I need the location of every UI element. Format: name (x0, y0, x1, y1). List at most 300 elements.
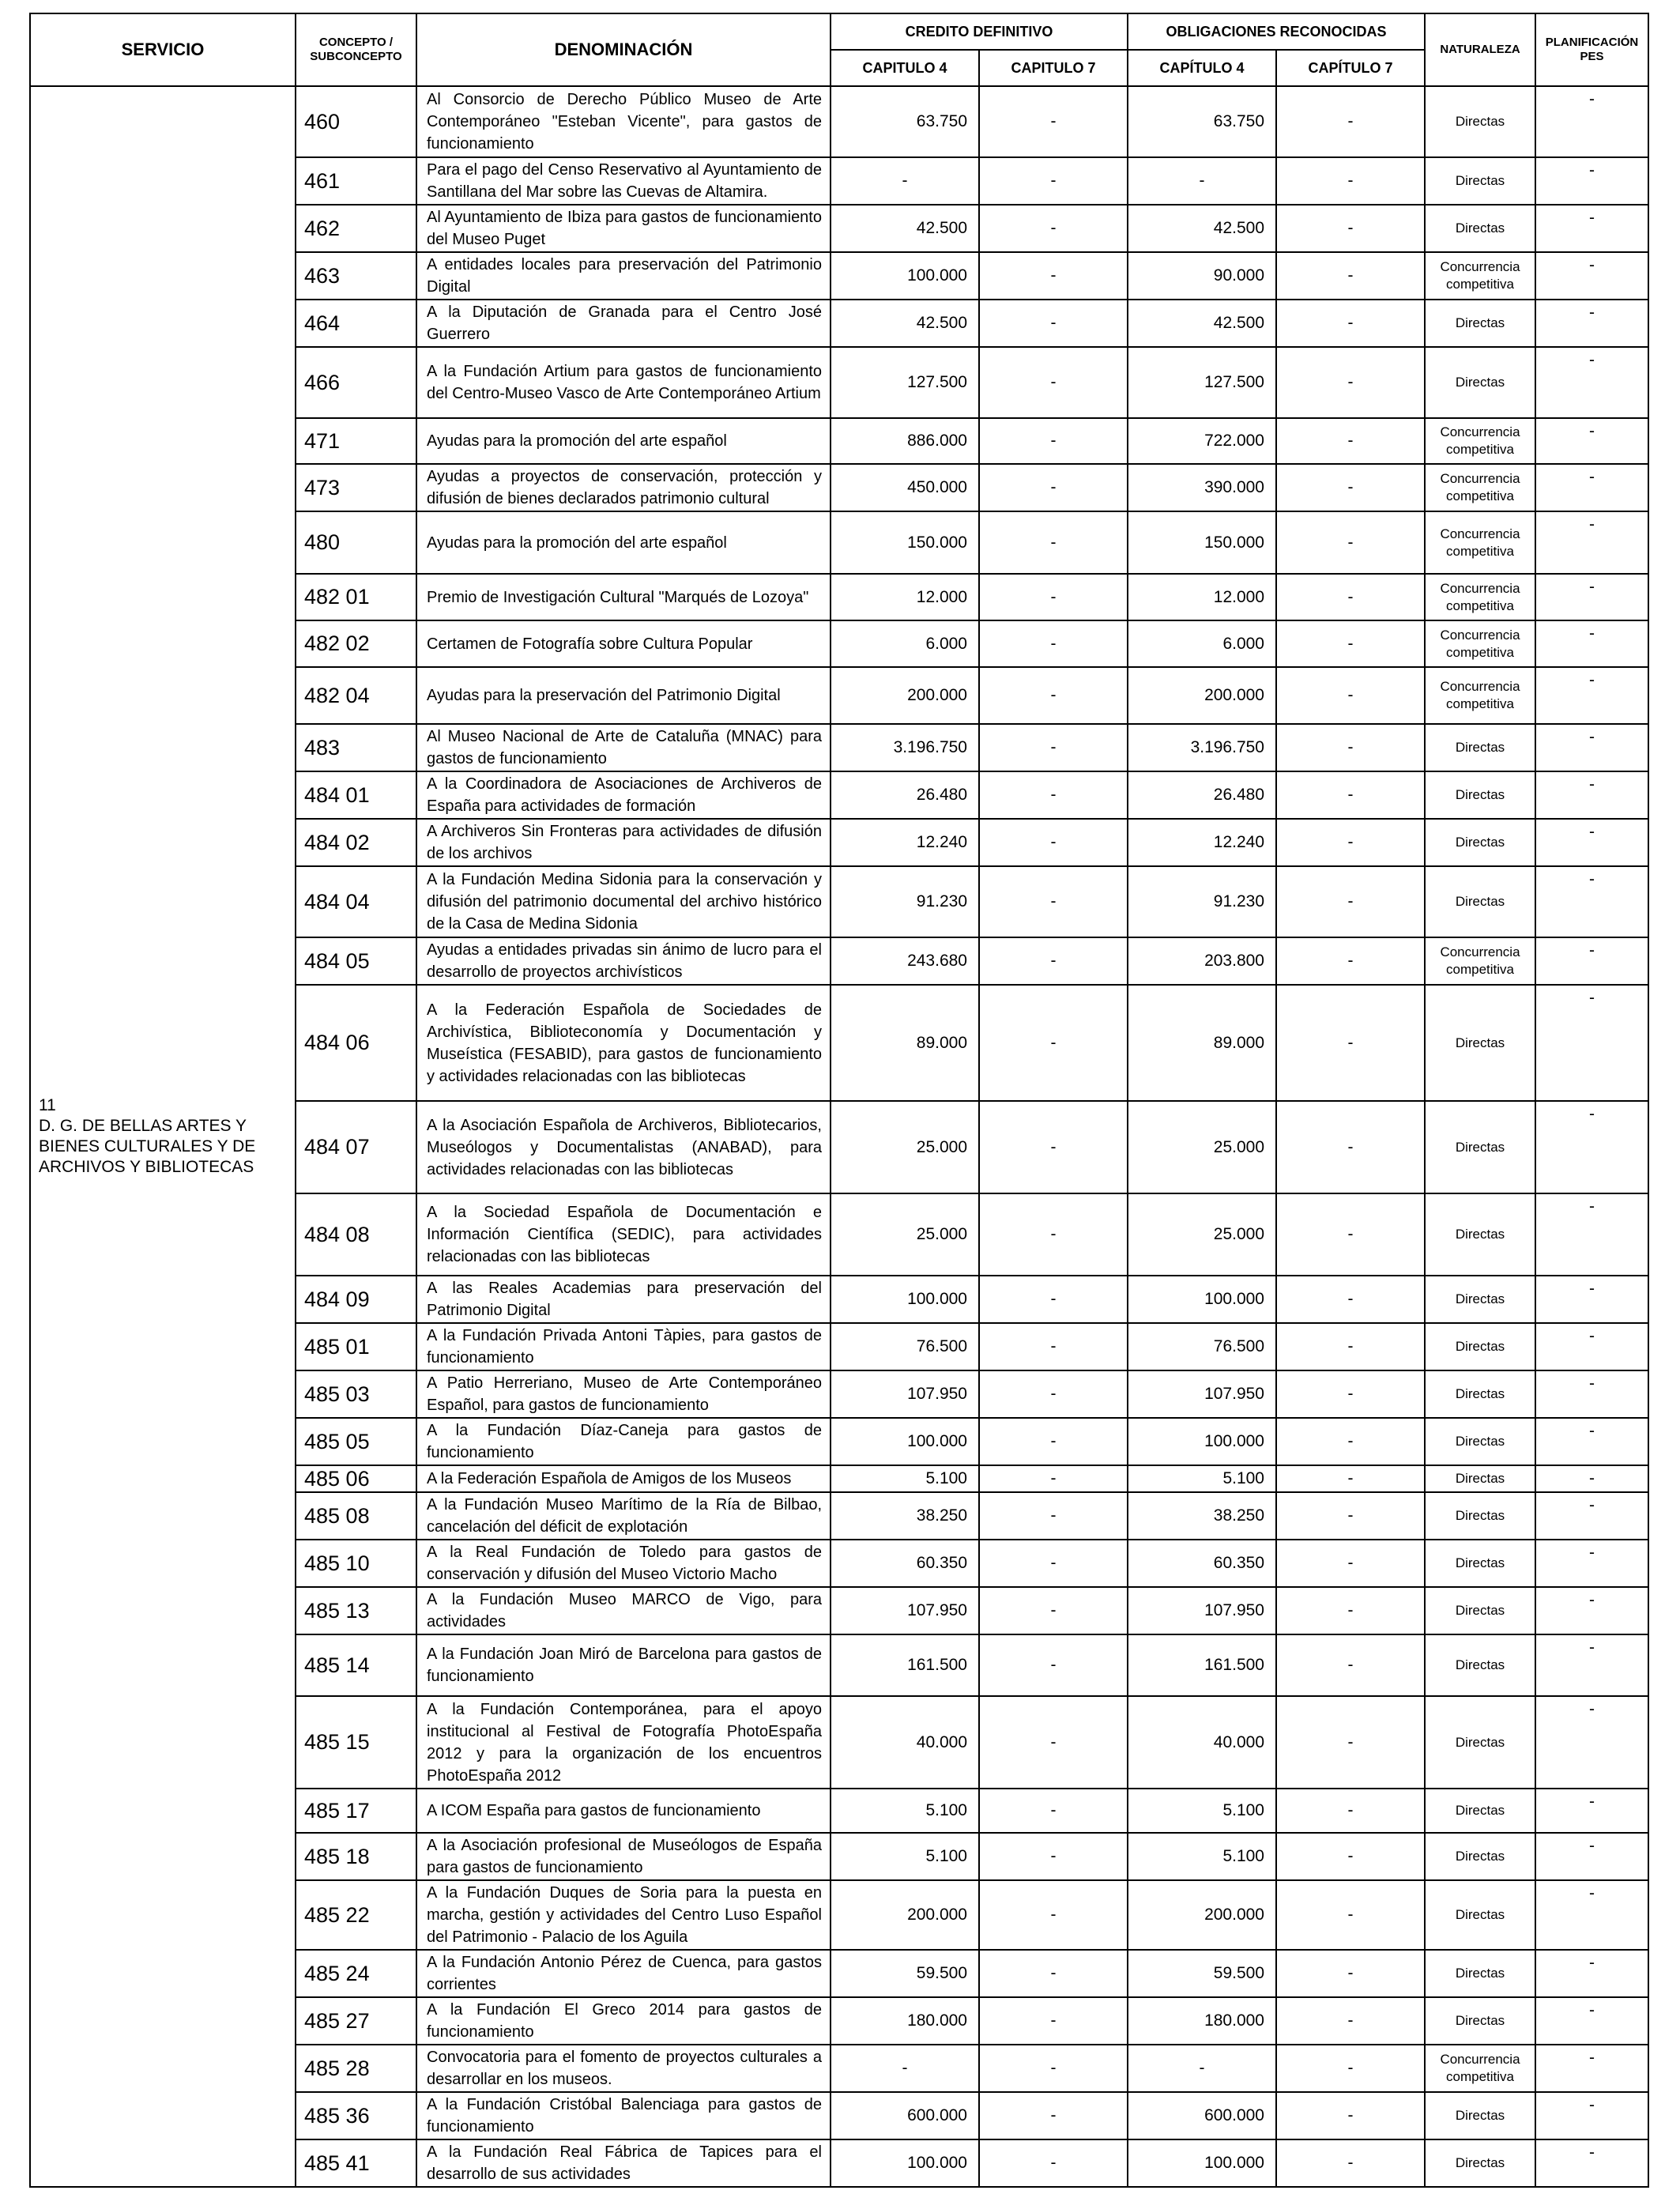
obligaciones-capitulo-7-cell: - (1276, 1193, 1425, 1276)
denominacion-cell: A la Fundación Museo MARCO de Vigo, para actividades (416, 1587, 831, 1634)
planificacion-pes-cell: - (1535, 1465, 1648, 1492)
credito-capitulo-4-cell: 200.000 (831, 667, 979, 724)
credito-capitulo-7-cell: - (979, 511, 1128, 574)
naturaleza-cell: Directas (1425, 1370, 1535, 1418)
planificacion-pes-cell: - (1535, 937, 1648, 985)
credito-capitulo-4-cell: 107.950 (831, 1587, 979, 1634)
credito-capitulo-7-cell: - (979, 724, 1128, 771)
naturaleza-cell: Directas (1425, 1997, 1535, 2045)
obligaciones-capitulo-4-cell: 5.100 (1128, 1465, 1276, 1492)
naturaleza-cell: Directas (1425, 819, 1535, 866)
credito-capitulo-4-cell: 180.000 (831, 1997, 979, 2045)
credito-capitulo-7-cell: - (979, 1950, 1128, 1997)
planificacion-pes-cell: - (1535, 1696, 1648, 1789)
denominacion-cell: A la Federación Española de Amigos de los Museos (416, 1465, 831, 1492)
obligaciones-capitulo-4-cell: 25.000 (1128, 1101, 1276, 1193)
concepto-cell: 485 10 (296, 1540, 416, 1587)
obligaciones-capitulo-4-cell: - (1128, 157, 1276, 205)
planificacion-pes-cell: - (1535, 1418, 1648, 1465)
planificacion-pes-cell: - (1535, 347, 1648, 418)
obligaciones-capitulo-7-cell: - (1276, 1587, 1425, 1634)
obligaciones-capitulo-7-cell: - (1276, 1880, 1425, 1950)
obligaciones-capitulo-4-cell: 90.000 (1128, 252, 1276, 300)
obligaciones-capitulo-4-cell: 26.480 (1128, 771, 1276, 819)
credito-capitulo-4-cell: 42.500 (831, 300, 979, 347)
credito-capitulo-7-cell: - (979, 866, 1128, 937)
obligaciones-capitulo-7-cell: - (1276, 819, 1425, 866)
denominacion-cell: Al Museo Nacional de Arte de Cataluña (MNAC) para gastos de funcionamiento (416, 724, 831, 771)
obligaciones-capitulo-7-cell: - (1276, 157, 1425, 205)
obligaciones-capitulo-4-cell: 42.500 (1128, 300, 1276, 347)
credito-capitulo-4-cell: 38.250 (831, 1492, 979, 1540)
obligaciones-capitulo-7-cell: - (1276, 574, 1425, 620)
denominacion-cell: A la Fundación Duques de Soria para la puesta en marcha, gestión y actividades del Centro Luso Español del Patrimonio - Palacio de los Aguila (416, 1880, 831, 1950)
obligaciones-capitulo-4-cell: 100.000 (1128, 2139, 1276, 2187)
naturaleza-cell: Directas (1425, 1276, 1535, 1323)
header-capitulo-4-credito: CAPITULO 4 (831, 50, 979, 86)
obligaciones-capitulo-4-cell: 100.000 (1128, 1276, 1276, 1323)
planificacion-pes-cell: - (1535, 667, 1648, 724)
credito-capitulo-4-cell: 26.480 (831, 771, 979, 819)
obligaciones-capitulo-7-cell: - (1276, 1465, 1425, 1492)
credito-capitulo-4-cell: 243.680 (831, 937, 979, 985)
header-capitulo-4-obligaciones: CAPÍTULO 4 (1128, 50, 1276, 86)
obligaciones-capitulo-4-cell: 107.950 (1128, 1370, 1276, 1418)
credito-capitulo-4-cell: 59.500 (831, 1950, 979, 1997)
concepto-cell: 485 36 (296, 2092, 416, 2139)
table-row (30, 86, 1648, 157)
concepto-cell: 485 27 (296, 1997, 416, 2045)
concepto-cell: 484 05 (296, 937, 416, 985)
obligaciones-capitulo-7-cell: - (1276, 1789, 1425, 1833)
concepto-cell: 471 (296, 418, 416, 464)
concepto-cell: 484 02 (296, 819, 416, 866)
obligaciones-capitulo-4-cell: 6.000 (1128, 620, 1276, 667)
concepto-cell: 485 24 (296, 1950, 416, 1997)
obligaciones-capitulo-4-cell: 722.000 (1128, 418, 1276, 464)
denominacion-cell: Convocatoria para el fomento de proyectos culturales a desarrollar en los museos. (416, 2045, 831, 2092)
obligaciones-capitulo-7-cell: - (1276, 866, 1425, 937)
credito-capitulo-7-cell: - (979, 1880, 1128, 1950)
concepto-cell: 485 15 (296, 1696, 416, 1789)
obligaciones-capitulo-7-cell: - (1276, 1634, 1425, 1696)
credito-capitulo-4-cell: 886.000 (831, 418, 979, 464)
credito-capitulo-7-cell: - (979, 937, 1128, 985)
header-denominacion: DENOMINACIÓN (416, 13, 831, 86)
concepto-cell: 460 (296, 86, 416, 157)
obligaciones-capitulo-4-cell: 3.196.750 (1128, 724, 1276, 771)
naturaleza-cell: Directas (1425, 1323, 1535, 1370)
obligaciones-capitulo-4-cell: 89.000 (1128, 985, 1276, 1101)
obligaciones-capitulo-7-cell: - (1276, 1696, 1425, 1789)
obligaciones-capitulo-4-cell: 107.950 (1128, 1587, 1276, 1634)
credito-capitulo-4-cell: 89.000 (831, 985, 979, 1101)
obligaciones-capitulo-4-cell: 200.000 (1128, 667, 1276, 724)
naturaleza-cell: Directas (1425, 1950, 1535, 1997)
obligaciones-capitulo-4-cell: 127.500 (1128, 347, 1276, 418)
naturaleza-cell: Directas (1425, 2139, 1535, 2187)
naturaleza-cell: Directas (1425, 724, 1535, 771)
obligaciones-capitulo-7-cell: - (1276, 252, 1425, 300)
planificacion-pes-cell: - (1535, 1193, 1648, 1276)
denominacion-cell: A la Fundación Antonio Pérez de Cuenca, para gastos corrientes (416, 1950, 831, 1997)
naturaleza-cell: Concurrencia competitiva (1425, 464, 1535, 511)
planificacion-pes-cell: - (1535, 985, 1648, 1101)
planificacion-pes-cell: - (1535, 1370, 1648, 1418)
naturaleza-cell: Concurrencia competitiva (1425, 511, 1535, 574)
denominacion-cell: A la Fundación El Greco 2014 para gastos de funcionamiento (416, 1997, 831, 2045)
denominacion-cell: A la Fundación Díaz-Caneja para gastos de funcionamiento (416, 1418, 831, 1465)
denominacion-cell: A Patio Herreriano, Museo de Arte Contemporáneo Español, para gastos de funcionamiento (416, 1370, 831, 1418)
concepto-cell: 484 04 (296, 866, 416, 937)
naturaleza-cell: Concurrencia competitiva (1425, 574, 1535, 620)
credito-capitulo-4-cell: 200.000 (831, 1880, 979, 1950)
obligaciones-capitulo-4-cell: 25.000 (1128, 1193, 1276, 1276)
naturaleza-cell: Concurrencia competitiva (1425, 620, 1535, 667)
credito-capitulo-7-cell: - (979, 1696, 1128, 1789)
obligaciones-capitulo-7-cell: - (1276, 1833, 1425, 1880)
planificacion-pes-cell: - (1535, 205, 1648, 252)
credito-capitulo-4-cell: - (831, 2045, 979, 2092)
planificacion-pes-cell: - (1535, 418, 1648, 464)
planificacion-pes-cell: - (1535, 1101, 1648, 1193)
header-servicio: SERVICIO (30, 13, 296, 86)
denominacion-cell: A la Asociación Española de Archiveros, Bibliotecarios, Museólogos y Documentalistas (ANABAD), para actividades relacionadas con las bibliotecas (416, 1101, 831, 1193)
concepto-cell: 485 14 (296, 1634, 416, 1696)
planificacion-pes-cell: - (1535, 1540, 1648, 1587)
obligaciones-capitulo-7-cell: - (1276, 347, 1425, 418)
concepto-cell: 482 02 (296, 620, 416, 667)
concepto-cell: 464 (296, 300, 416, 347)
credito-capitulo-7-cell: - (979, 418, 1128, 464)
credito-capitulo-4-cell: 450.000 (831, 464, 979, 511)
obligaciones-capitulo-7-cell: - (1276, 620, 1425, 667)
obligaciones-capitulo-7-cell: - (1276, 937, 1425, 985)
credito-capitulo-7-cell: - (979, 1193, 1128, 1276)
denominacion-cell: A la Fundación Privada Antoni Tàpies, para gastos de funcionamiento (416, 1323, 831, 1370)
credito-capitulo-4-cell: 42.500 (831, 205, 979, 252)
denominacion-cell: A la Fundación Joan Miró de Barcelona para gastos de funcionamiento (416, 1634, 831, 1696)
credito-capitulo-4-cell: 76.500 (831, 1323, 979, 1370)
obligaciones-capitulo-7-cell: - (1276, 1276, 1425, 1323)
denominacion-cell: Ayudas a entidades privadas sin ánimo de lucro para el desarrollo de proyectos archivísticos (416, 937, 831, 985)
obligaciones-capitulo-7-cell: - (1276, 1950, 1425, 1997)
denominacion-cell: A la Fundación Artium para gastos de funcionamiento del Centro-Museo Vasco de Arte Contemporáneo Artium (416, 347, 831, 418)
naturaleza-cell: Concurrencia competitiva (1425, 667, 1535, 724)
naturaleza-cell: Directas (1425, 1193, 1535, 1276)
credito-capitulo-7-cell: - (979, 2139, 1128, 2187)
planificacion-pes-cell: - (1535, 1276, 1648, 1323)
obligaciones-capitulo-4-cell: 203.800 (1128, 937, 1276, 985)
naturaleza-cell: Directas (1425, 771, 1535, 819)
concepto-cell: 485 18 (296, 1833, 416, 1880)
credito-capitulo-4-cell: 600.000 (831, 2092, 979, 2139)
planificacion-pes-cell: - (1535, 866, 1648, 937)
credito-capitulo-7-cell: - (979, 1540, 1128, 1587)
concepto-cell: 485 28 (296, 2045, 416, 2092)
concepto-cell: 482 01 (296, 574, 416, 620)
credito-capitulo-4-cell: 100.000 (831, 2139, 979, 2187)
planificacion-pes-cell: - (1535, 724, 1648, 771)
naturaleza-cell: Directas (1425, 157, 1535, 205)
credito-capitulo-4-cell: 63.750 (831, 86, 979, 157)
credito-capitulo-4-cell: 12.240 (831, 819, 979, 866)
concepto-cell: 484 09 (296, 1276, 416, 1323)
planificacion-pes-cell: - (1535, 2045, 1648, 2092)
credito-capitulo-4-cell: 12.000 (831, 574, 979, 620)
credito-capitulo-4-cell: 3.196.750 (831, 724, 979, 771)
obligaciones-capitulo-7-cell: - (1276, 2139, 1425, 2187)
obligaciones-capitulo-7-cell: - (1276, 418, 1425, 464)
credito-capitulo-4-cell: 5.100 (831, 1789, 979, 1833)
naturaleza-cell: Directas (1425, 2092, 1535, 2139)
planificacion-pes-cell: - (1535, 574, 1648, 620)
credito-capitulo-7-cell: - (979, 2092, 1128, 2139)
credito-capitulo-7-cell: - (979, 1465, 1128, 1492)
planificacion-pes-cell: - (1535, 252, 1648, 300)
obligaciones-capitulo-7-cell: - (1276, 300, 1425, 347)
obligaciones-capitulo-7-cell: - (1276, 1323, 1425, 1370)
obligaciones-capitulo-4-cell: 100.000 (1128, 1418, 1276, 1465)
obligaciones-capitulo-7-cell: - (1276, 464, 1425, 511)
planificacion-pes-cell: - (1535, 1634, 1648, 1696)
obligaciones-capitulo-4-cell: 38.250 (1128, 1492, 1276, 1540)
credito-capitulo-4-cell: 161.500 (831, 1634, 979, 1696)
subsidy-table (29, 13, 1649, 2188)
credito-capitulo-7-cell: - (979, 1418, 1128, 1465)
naturaleza-cell: Directas (1425, 300, 1535, 347)
concepto-cell: 482 04 (296, 667, 416, 724)
planificacion-pes-cell: - (1535, 1587, 1648, 1634)
obligaciones-capitulo-4-cell: 42.500 (1128, 205, 1276, 252)
naturaleza-cell: Directas (1425, 1465, 1535, 1492)
denominacion-cell: A Archiveros Sin Fronteras para actividades de difusión de los archivos (416, 819, 831, 866)
concepto-cell: 485 06 (296, 1465, 416, 1492)
credito-capitulo-7-cell: - (979, 771, 1128, 819)
obligaciones-capitulo-4-cell: 150.000 (1128, 511, 1276, 574)
denominacion-cell: Ayudas para la promoción del arte español (416, 418, 831, 464)
denominacion-cell: Para el pago del Censo Reservativo al Ayuntamiento de Santillana del Mar sobre las Cuevas de Altamira. (416, 157, 831, 205)
denominacion-cell: A entidades locales para preservación del Patrimonio Digital (416, 252, 831, 300)
planificacion-pes-cell: - (1535, 1492, 1648, 1540)
naturaleza-cell: Directas (1425, 1789, 1535, 1833)
credito-capitulo-4-cell: 5.100 (831, 1833, 979, 1880)
credito-capitulo-4-cell: 6.000 (831, 620, 979, 667)
denominacion-cell: A la Fundación Contemporánea, para el apoyo institucional al Festival de Fotografía PhotoEspaña 2012 y para la organización de los encuentros PhotoEspaña 2012 (416, 1696, 831, 1789)
obligaciones-capitulo-7-cell: - (1276, 2092, 1425, 2139)
credito-capitulo-4-cell: 40.000 (831, 1696, 979, 1789)
planificacion-pes-cell: - (1535, 1880, 1648, 1950)
planificacion-pes-cell: - (1535, 1789, 1648, 1833)
credito-capitulo-7-cell: - (979, 157, 1128, 205)
naturaleza-cell: Directas (1425, 985, 1535, 1101)
planificacion-pes-cell: - (1535, 620, 1648, 667)
concepto-cell: 485 05 (296, 1418, 416, 1465)
credito-capitulo-7-cell: - (979, 574, 1128, 620)
credito-capitulo-7-cell: - (979, 464, 1128, 511)
credito-capitulo-4-cell: 5.100 (831, 1465, 979, 1492)
header-capitulo-7-credito: CAPITULO 7 (979, 50, 1128, 86)
subsidy-table-sheet (29, 13, 1648, 2188)
naturaleza-cell: Directas (1425, 1587, 1535, 1634)
concepto-cell: 485 08 (296, 1492, 416, 1540)
header-capitulo-7-obligaciones: CAPÍTULO 7 (1276, 50, 1425, 86)
obligaciones-capitulo-4-cell: 200.000 (1128, 1880, 1276, 1950)
obligaciones-capitulo-4-cell: 180.000 (1128, 1997, 1276, 2045)
naturaleza-cell: Directas (1425, 1634, 1535, 1696)
naturaleza-cell: Directas (1425, 1540, 1535, 1587)
naturaleza-cell: Directas (1425, 1418, 1535, 1465)
credito-capitulo-7-cell: - (979, 1370, 1128, 1418)
denominacion-cell: Ayudas a proyectos de conservación, protección y difusión de bienes declarados patrimonio cultural (416, 464, 831, 511)
credito-capitulo-4-cell: 107.950 (831, 1370, 979, 1418)
concepto-cell: 485 17 (296, 1789, 416, 1833)
planificacion-pes-cell: - (1535, 2092, 1648, 2139)
obligaciones-capitulo-7-cell: - (1276, 511, 1425, 574)
naturaleza-cell: Directas (1425, 205, 1535, 252)
naturaleza-cell: Directas (1425, 1833, 1535, 1880)
denominacion-cell: A la Diputación de Granada para el Centro José Guerrero (416, 300, 831, 347)
obligaciones-capitulo-4-cell: 390.000 (1128, 464, 1276, 511)
denominacion-cell: A la Fundación Museo Marítimo de la Ría de Bilbao, cancelación del déficit de explotación (416, 1492, 831, 1540)
naturaleza-cell: Directas (1425, 1492, 1535, 1540)
naturaleza-cell: Directas (1425, 1696, 1535, 1789)
credito-capitulo-7-cell: - (979, 985, 1128, 1101)
concepto-cell: 483 (296, 724, 416, 771)
concepto-cell: 473 (296, 464, 416, 511)
header-planificacion-pes: PLANIFICACIÓN PES (1535, 13, 1648, 86)
obligaciones-capitulo-4-cell: 91.230 (1128, 866, 1276, 937)
credito-capitulo-7-cell: - (979, 1101, 1128, 1193)
credito-capitulo-7-cell: - (979, 1276, 1128, 1323)
header-credito-definitivo: CREDITO DEFINITIVO (831, 13, 1128, 50)
planificacion-pes-cell: - (1535, 1833, 1648, 1880)
obligaciones-capitulo-4-cell: 5.100 (1128, 1789, 1276, 1833)
obligaciones-capitulo-4-cell: 5.100 (1128, 1833, 1276, 1880)
obligaciones-capitulo-7-cell: - (1276, 1540, 1425, 1587)
credito-capitulo-4-cell: 25.000 (831, 1101, 979, 1193)
credito-capitulo-7-cell: - (979, 667, 1128, 724)
obligaciones-capitulo-4-cell: - (1128, 2045, 1276, 2092)
concepto-cell: 484 06 (296, 985, 416, 1101)
denominacion-cell: A la Real Fundación de Toledo para gastos de conservación y difusión del Museo Victorio Macho (416, 1540, 831, 1587)
credito-capitulo-7-cell: - (979, 819, 1128, 866)
naturaleza-cell: Directas (1425, 347, 1535, 418)
servicio-number: 11 (39, 1096, 56, 1114)
planificacion-pes-cell: - (1535, 819, 1648, 866)
obligaciones-capitulo-4-cell: 161.500 (1128, 1634, 1276, 1696)
denominacion-cell: Ayudas para la promoción del arte español (416, 511, 831, 574)
obligaciones-capitulo-4-cell: 60.350 (1128, 1540, 1276, 1587)
planificacion-pes-cell: - (1535, 1950, 1648, 1997)
obligaciones-capitulo-7-cell: - (1276, 985, 1425, 1101)
denominacion-cell: A las Reales Academias para preservación del Patrimonio Digital (416, 1276, 831, 1323)
obligaciones-capitulo-4-cell: 59.500 (1128, 1950, 1276, 1997)
denominacion-cell: A la Asociación profesional de Museólogos de España para gastos de funcionamiento (416, 1833, 831, 1880)
credito-capitulo-7-cell: - (979, 1492, 1128, 1540)
servicio-cell (30, 86, 296, 2187)
planificacion-pes-cell: - (1535, 1997, 1648, 2045)
concepto-cell: 485 03 (296, 1370, 416, 1418)
credito-capitulo-4-cell: 100.000 (831, 1418, 979, 1465)
concepto-cell: 466 (296, 347, 416, 418)
credito-capitulo-4-cell: 25.000 (831, 1193, 979, 1276)
obligaciones-capitulo-4-cell: 76.500 (1128, 1323, 1276, 1370)
header-concepto: CONCEPTO / SUBCONCEPTO (296, 13, 416, 86)
planificacion-pes-cell: - (1535, 511, 1648, 574)
planificacion-pes-cell: - (1535, 2139, 1648, 2187)
denominacion-cell: A la Sociedad Española de Documentación e Información Científica (SEDIC), para actividades relacionadas con las bibliotecas (416, 1193, 831, 1276)
obligaciones-capitulo-7-cell: - (1276, 667, 1425, 724)
credito-capitulo-7-cell: - (979, 300, 1128, 347)
planificacion-pes-cell: - (1535, 300, 1648, 347)
concepto-cell: 480 (296, 511, 416, 574)
naturaleza-cell: Directas (1425, 1880, 1535, 1950)
denominacion-cell: Al Consorcio de Derecho Público Museo de Arte Contemporáneo "Esteban Vicente", para gastos de funcionamiento (416, 86, 831, 157)
servicio-name: D. G. DE BELLAS ARTES Y BIENES CULTURALES Y DE ARCHIVOS Y BIBLIOTECAS (39, 1117, 256, 1176)
credito-capitulo-7-cell: - (979, 252, 1128, 300)
denominacion-cell: Certamen de Fotografía sobre Cultura Popular (416, 620, 831, 667)
obligaciones-capitulo-7-cell: - (1276, 86, 1425, 157)
obligaciones-capitulo-7-cell: - (1276, 1370, 1425, 1418)
credito-capitulo-7-cell: - (979, 1634, 1128, 1696)
naturaleza-cell: Directas (1425, 1101, 1535, 1193)
concepto-cell: 484 01 (296, 771, 416, 819)
denominacion-cell: Premio de Investigación Cultural "Marqués de Lozoya" (416, 574, 831, 620)
credito-capitulo-7-cell: - (979, 620, 1128, 667)
concepto-cell: 485 41 (296, 2139, 416, 2187)
credito-capitulo-7-cell: - (979, 86, 1128, 157)
concepto-cell: 461 (296, 157, 416, 205)
concepto-cell: 462 (296, 205, 416, 252)
concepto-cell: 485 22 (296, 1880, 416, 1950)
concepto-cell: 485 01 (296, 1323, 416, 1370)
denominacion-cell: A la Fundación Real Fábrica de Tapices para el desarrollo de sus actividades (416, 2139, 831, 2187)
credito-capitulo-4-cell: 60.350 (831, 1540, 979, 1587)
concepto-cell: 484 08 (296, 1193, 416, 1276)
credito-capitulo-4-cell: 91.230 (831, 866, 979, 937)
credito-capitulo-4-cell: - (831, 157, 979, 205)
planificacion-pes-cell: - (1535, 86, 1648, 157)
obligaciones-capitulo-7-cell: - (1276, 724, 1425, 771)
credito-capitulo-4-cell: 150.000 (831, 511, 979, 574)
denominacion-cell: A la Federación Española de Sociedades de Archivística, Biblioteconomía y Documentación y Museística (FESABID), para gastos de funcionamiento y actividades relacionadas con las bibliotecas (416, 985, 831, 1101)
credito-capitulo-7-cell: - (979, 1997, 1128, 2045)
credito-capitulo-7-cell: - (979, 1323, 1128, 1370)
obligaciones-capitulo-4-cell: 63.750 (1128, 86, 1276, 157)
denominacion-cell: A la Fundación Medina Sidonia para la conservación y difusión del patrimonio documental del archivo histórico de la Casa de Medina Sidonia (416, 866, 831, 937)
naturaleza-cell: Concurrencia competitiva (1425, 252, 1535, 300)
credito-capitulo-7-cell: - (979, 1587, 1128, 1634)
obligaciones-capitulo-7-cell: - (1276, 1997, 1425, 2045)
concepto-cell: 485 13 (296, 1587, 416, 1634)
denominacion-cell: Al Ayuntamiento de Ibiza para gastos de funcionamiento del Museo Puget (416, 205, 831, 252)
denominacion-cell: A la Coordinadora de Asociaciones de Archiveros de España para actividades de formación (416, 771, 831, 819)
obligaciones-capitulo-4-cell: 40.000 (1128, 1696, 1276, 1789)
header-obligaciones-reconocidas: OBLIGACIONES RECONOCIDAS (1128, 13, 1425, 50)
concepto-cell: 484 07 (296, 1101, 416, 1193)
header-naturaleza: NATURALEZA (1425, 13, 1535, 86)
obligaciones-capitulo-7-cell: - (1276, 1101, 1425, 1193)
credito-capitulo-7-cell: - (979, 2045, 1128, 2092)
planificacion-pes-cell: - (1535, 1323, 1648, 1370)
denominacion-cell: A ICOM España para gastos de funcionamiento (416, 1789, 831, 1833)
obligaciones-capitulo-4-cell: 12.240 (1128, 819, 1276, 866)
naturaleza-cell: Directas (1425, 86, 1535, 157)
credito-capitulo-7-cell: - (979, 1789, 1128, 1833)
planificacion-pes-cell: - (1535, 464, 1648, 511)
obligaciones-capitulo-4-cell: 12.000 (1128, 574, 1276, 620)
